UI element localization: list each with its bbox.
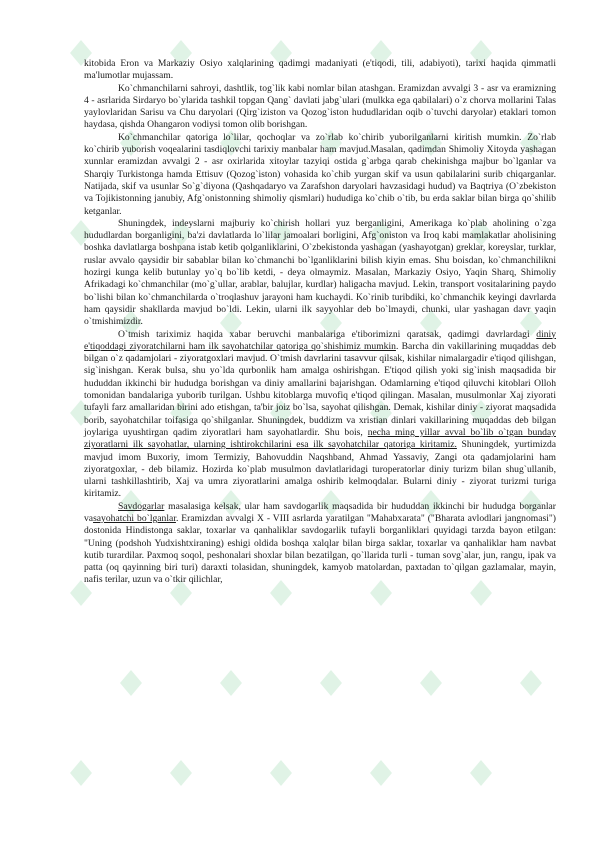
underlined-text: diniy e'tiqoddagi ziyoratchilarni ham ilk sayohatchilar qatoriga qo`shishimiz mumkin [84, 328, 556, 352]
text-run: masalasiga kelsak, ular ham savdogarlik maqsadida bir hududdan ikkinchi bir hududga borganlar va [84, 500, 556, 524]
underlined-text: Savdogarlar [118, 500, 165, 512]
text-run: . Eramizdan avvalgi X - VIII asrlarda yaratilgan "Mahabxarata" ("Bharata avlodlari jangnomasi") dostonida Hindistonga saklar, toxarlar va qanhaliklar savdogarlik tufayli borganliklari quyidagi tarzda bayon etilgan: "Uning (podshoh Yudxishtxiraning) eshigi oldida boshqa xalqlar bilan birga saklar, toxarlar va qanhaliklar ham navbat kutib turardilar. Paxmoq soqol, peshonalari shoxlar bilan bezatilgan, qo`llarida turli - tuman sovg`alar, jun, rangu, ipak va patta (oq qayinning biri turi) daraxti tolasidan, shuningdek, kamyob matolardan, paxtadan to`qilgan gazlamalar, mayin, nafis terilar, uzun va o`tkir qilichlar, [84, 512, 556, 586]
text-run: . Barcha din vakillarining muqaddas deb bilgan o`z qadamjolari - ziyoratgoxlari mavjud. O`tmish davrlarini tasavvur qilsak, kishilar nimalargadir e'tiqod qilishgan, sig`inishgan. Kerak bulsa, shu yo`lda qurbonlik ham amalga oshirishgan. E'tiqod qilish yoki sig`inish maqsadida bir hududdan ikkinchi bir hududga borishgan va diniy amallarini bajarishgan. Odamlarning e'tiqod qiluvchi kitoblari Olloh tomonidan bandalariga yuborib turilgan. Ushbu kitoblarga muvofiq e'tiqod qilingan. Masalan, musulmonlar Xaj ziyorati tufayli farz amallaridan birini ado etishgan, ta'bir joiz bo`lsa, sayohat qilishgan. Demak, kishilar diniy - ziyorat maqsadida borib, sayohatchilar toifasiga qo`shilganlar. Shuningdek, buddizm va xristian dinlari vakillarining muqaddas deb bilgan joylariga uyushtirgan qadim ziyoratlari ham sayohatlardir. Shu bois, [84, 340, 556, 438]
document-page [84, 58, 556, 587]
body-paragraph [84, 132, 556, 218]
watermark-diamond [220, 670, 242, 696]
text-run: Shuningdek, indeyslarni majburiy ko`chirish hollari yuz berganligini, Amerikaga ko`plab aholining o`zga hududlardan borganligini, ba'zi davlatlarda lo`lilar jamoalari borligini, Afg`oniston va Iroq kabi mamlakatlar aholisining boshka davlatlarga boshpana istab ketib qolganliklarini, O`zbekistonda yashagan (yashayotgan) greklar, koreyslar, turklar, ruslar avvalo qaysidir bir sabablar bilan ko`chmanchi bo`lganliklarini bilish kiyin emas. Shu boisdan, ko`chmanchilikni hozirgi kunga kelib butunlay yo`q bo`lib ketdi, - deya olmaymiz. Masalan, Markaziy Osiyo, Yaqin Sharq, Shimoliy Afrikadagi ko`chmanchilar (mo`g`ullar, arablar, balujlar, kurdlar) haligacha mavjud. Lekin, transport vositalarining paydo bo`lishi bilan ko`chmanchilarda o`troqlashuv jarayoni ham kuchaydi. Ko`rinib turibdiki, ko`chmanchik keyingi davrlarda ham qaysidir shakllarda mavjud bo`ldi. Lekin, ularni ilk sayyohlar deb bo`lmaydi, chunki, ular yashagan davr yaqin o`tmishimizdir. [84, 217, 556, 328]
body-paragraph [84, 329, 556, 501]
body-paragraph [84, 58, 556, 83]
watermark-diamond [120, 670, 142, 696]
body-paragraph [84, 83, 556, 132]
text-run: Ko`chmanchilar qatoriga lo`lilar, qochoqlar va zo`rlab ko`chirib yuborilganlarni kiritish mumkin. Zo`rlab ko`chirib yuborish voqealarini tasdiqlovchi tarixiy manbalar ham mavjud.Masalan, qadimdan Shimoliy Xitoyda yashagan xunnlar eramizdan avvalgi 2 - asr oxirlarida xitoylar tazyiqi ostida g`arbga qarab chekinishga majbur bo`lganlar va Sharqiy Turkistonga hamda Ettisuv (Qozog`iston) vohasida ko`chib yurgan skif va usun qabilalarini surib chiqarganlar. Natijada, skif va usunlar So`g`diyona (Qashqadaryo va Zarafshon daryolari havzasidagi hudud) va Baqtriya (O`zbekiston va Tojikistonning janubiy, Afg`onistonning shimoliy qismlari) hududiga ko`chib o`tib, bu erda saklar bilan birga qo`shilib ketganlar. [84, 131, 556, 217]
watermark-diamond [370, 760, 392, 786]
watermark-diamond [520, 670, 542, 696]
watermark-diamond [420, 670, 442, 696]
body-paragraph [84, 218, 556, 329]
body-paragraph [84, 501, 556, 587]
text-run: Ko`chmanchilarni sahroyi, dashtlik, tog`lik kabi nomlar bilan atashgan. Eramizdan avvalgi 3 - asr va eramizning 4 - asrlarida Sirdaryo bo`ylarida tashkil topgan Qang` davlati jabg`ulari (mulkka ega qabilalari) o`z chorva mollarini Talas yaylovlaridan Sarisu va Chu daryolari (Qirg`iziston va Qozog`iston hududlaridan oqib o`tuvchi daryolar) etaklari tomon haydasa, qishda Ohangaron vodiysi tomon olib borishgan. [84, 82, 556, 131]
text-run: kitobida Eron va Markaziy Osiyo xalqlarining qadimgi madaniyati (e'tiqodi, tili, adabiyoti), tarixi haqida qimmatli ma'lumotlar mujassam. [84, 58, 556, 82]
watermark-diamond [470, 760, 492, 786]
underlined-text: necha ming yillar avval bo`lib o`tgan bunday ziyoratlarni ilk sayohatlar, ularning ishtirokchilarini esa ilk sayohatchilar qatoriga kiritamiz. [84, 426, 556, 451]
watermark-diamond [270, 760, 292, 786]
text-run: O`tmish tariximiz haqida xabar beruvchi manbalariga e'tiborimizni qaratsak, qadimgi davrlardagi [118, 328, 537, 340]
watermark-diamond [70, 760, 92, 786]
watermark-diamond [320, 670, 342, 696]
underlined-text: sayohatchi bo`lganlar [93, 512, 176, 524]
watermark-diamond [170, 760, 192, 786]
text-run: Shuningdek, yurtimizda mavjud imom Buxoriy, imom Termiziy, Bahovuddin Naqshband, Ahmad Yassaviy, Zangi ota qadamjolarini ham ziyoratgoxlar, - deb bilamiz. Hozirda ko`plab musulmon davlatlaridagi turoperatorlar diniy turizm bilan shug`ullanib, ularni tashkillashtirib, Xaj va umra ziyoratlarini amalga oshirib kelmoqdalar. Bularni diniy - ziyorat turizmi turiga kiritamiz. [84, 439, 557, 500]
